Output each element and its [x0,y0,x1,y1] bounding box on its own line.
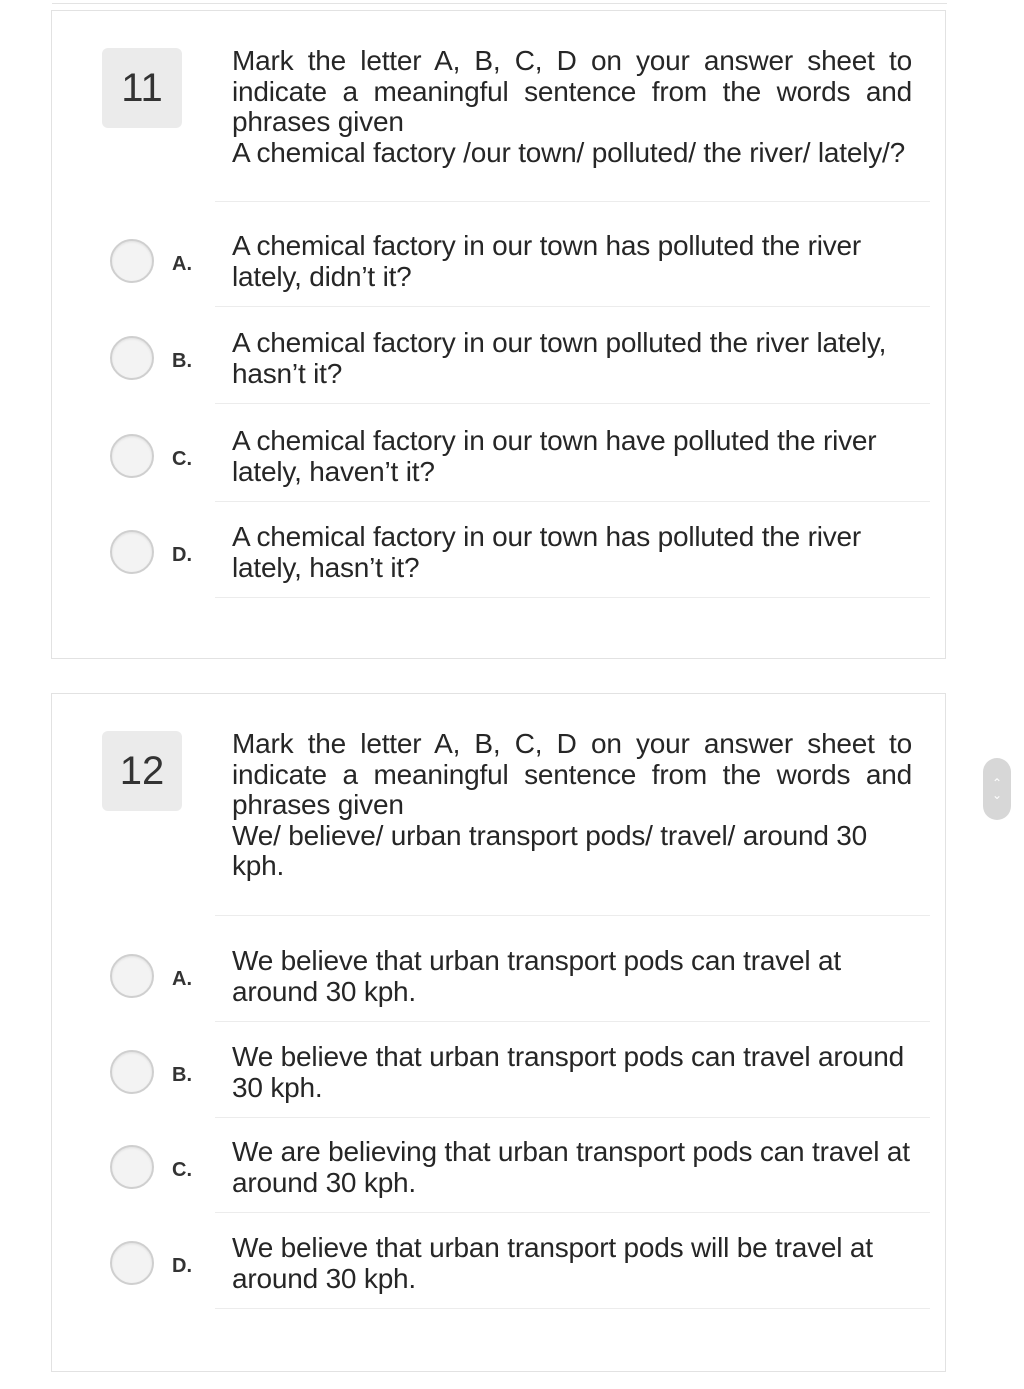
question-divider [215,201,930,202]
option-a[interactable] [52,924,947,1022]
option-d[interactable] [52,1211,947,1309]
question-text [232,729,912,882]
option-letter: C. [172,1159,192,1181]
chevron-down-icon: ⌄ [991,788,1003,802]
option-text: We are believing that urban transport pods can travel at around 30 kph. [232,1136,910,1198]
option-letter: D. [172,1255,192,1277]
option-divider [215,597,930,598]
option-letter: B. [172,1064,192,1086]
option-letter: B. [172,350,192,372]
option-text: A chemical factory in our town have polluted the river lately, haven’t it? [232,425,877,487]
option-text: A chemical factory in our town has polluted the river lately, didn’t it? [232,230,862,292]
question-prompt: We/ believe/ urban transport pods/ travel/ around 30 kph. [232,819,868,881]
option-letter: C. [172,448,192,470]
option-text: A chemical factory in our town polluted the river lately, hasn’t it? [232,327,887,389]
scroll-handle[interactable] [983,758,1011,820]
question-number-badge: 12 [102,731,182,811]
chevron-up-icon: ⌃ [991,776,1003,790]
radio-button[interactable] [110,1145,154,1189]
option-c[interactable] [52,404,947,502]
question-instruction: Mark the letter A, B, C, D on your answer sheet to indicate a meaningful sentence from the words and phrases given [232,45,912,137]
option-text: A chemical factory in our town has polluted the river lately, hasn’t it? [232,521,862,583]
top-divider [52,0,947,4]
question-prompt: A chemical factory /our town/ polluted/ the river/ lately/? [232,136,905,168]
radio-button[interactable] [110,954,154,998]
option-c[interactable] [52,1115,947,1213]
option-text: We believe that urban transport pods will be travel at around 30 kph. [232,1232,873,1294]
radio-button[interactable] [110,1050,154,1094]
option-letter: A. [172,968,192,990]
radio-button[interactable] [110,336,154,380]
radio-button[interactable] [110,530,154,574]
option-b[interactable] [52,1020,947,1118]
option-d[interactable] [52,500,947,598]
option-text: We believe that urban transport pods can travel at around 30 kph. [232,945,841,1007]
radio-button[interactable] [110,1241,154,1285]
option-divider [215,1308,930,1309]
question-text [232,46,912,168]
question-card-12 [51,693,946,1372]
question-number-badge: 11 [102,48,182,128]
question-divider [215,915,930,916]
option-letter: D. [172,544,192,566]
option-b[interactable] [52,306,947,404]
option-letter: A. [172,253,192,275]
option-a[interactable] [52,209,947,307]
question-instruction: Mark the letter A, B, C, D on your answer sheet to indicate a meaningful sentence from the words and phrases given [232,728,912,820]
question-card-11 [51,10,946,659]
radio-button[interactable] [110,434,154,478]
radio-button[interactable] [110,239,154,283]
option-text: We believe that urban transport pods can travel around 30 kph. [232,1041,904,1103]
